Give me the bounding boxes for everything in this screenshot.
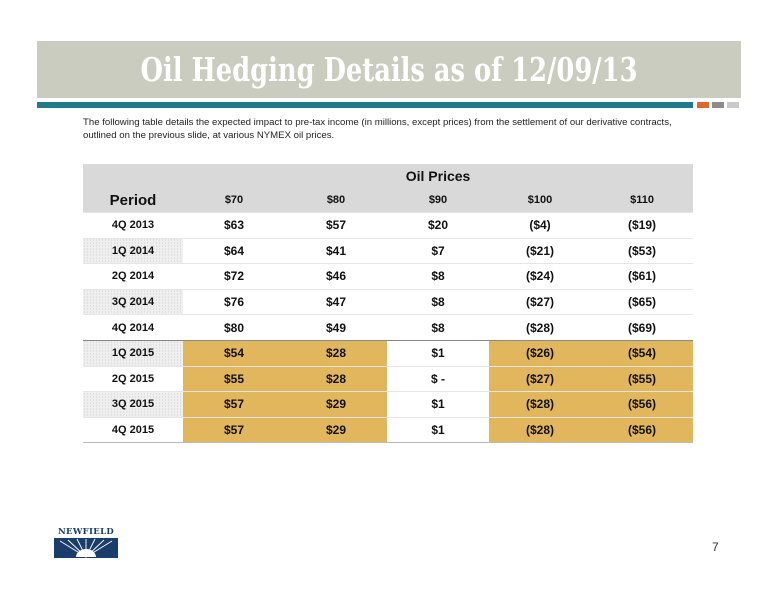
value-cell: ($56)	[591, 417, 693, 443]
value-cell: $57	[285, 213, 387, 239]
price-header: $100	[489, 188, 591, 213]
value-cell: $29	[285, 417, 387, 443]
table-row	[83, 264, 693, 290]
price-header: $80	[285, 188, 387, 213]
accent-square-gray	[712, 102, 724, 108]
value-cell: $7	[387, 238, 489, 264]
value-cell: ($56)	[591, 392, 693, 418]
page-number: 7	[712, 540, 719, 554]
value-cell: ($69)	[591, 315, 693, 341]
period-cell: 2Q 2015	[83, 366, 183, 392]
table-row	[83, 315, 693, 341]
hedging-table	[83, 164, 693, 443]
slide-title: Oil Hedging Details as of 12/09/13	[140, 50, 638, 89]
value-cell: $20	[387, 213, 489, 239]
value-cell: $28	[285, 340, 387, 366]
value-cell: ($28)	[489, 392, 591, 418]
period-cell: 3Q 2014	[83, 289, 183, 315]
value-cell: ($19)	[591, 213, 693, 239]
price-header: $70	[183, 188, 285, 213]
table-row	[83, 289, 693, 315]
table-row	[83, 213, 693, 239]
logo-text: NEWFIELD	[57, 527, 115, 537]
value-cell: $41	[285, 238, 387, 264]
price-header: $90	[387, 188, 489, 213]
table-row	[83, 392, 693, 418]
value-cell: $29	[285, 392, 387, 418]
title-bar	[37, 41, 741, 98]
value-cell: $54	[183, 340, 285, 366]
period-header: Period	[83, 188, 183, 213]
value-cell: ($65)	[591, 289, 693, 315]
accent-line	[37, 102, 693, 108]
value-cell: $55	[183, 366, 285, 392]
value-cell: $1	[387, 392, 489, 418]
period-cell: 3Q 2015	[83, 392, 183, 418]
value-cell: $46	[285, 264, 387, 290]
table-row	[83, 366, 693, 392]
accent-square-orange	[697, 102, 709, 108]
newfield-logo	[54, 527, 118, 557]
accent-square-light	[727, 102, 739, 108]
value-cell: $8	[387, 264, 489, 290]
value-cell: $1	[387, 417, 489, 443]
group-header: Oil Prices	[183, 164, 693, 188]
value-cell: $72	[183, 264, 285, 290]
period-cell: 4Q 2014	[83, 315, 183, 341]
value-cell: $47	[285, 289, 387, 315]
period-cell: 4Q 2015	[83, 417, 183, 443]
period-cell: 1Q 2014	[83, 238, 183, 264]
table-row	[83, 238, 693, 264]
price-header: $110	[591, 188, 693, 213]
value-cell: $64	[183, 238, 285, 264]
value-cell: ($21)	[489, 238, 591, 264]
value-cell: $80	[183, 315, 285, 341]
value-cell: $76	[183, 289, 285, 315]
value-cell: ($54)	[591, 340, 693, 366]
table-row	[83, 417, 693, 443]
value-cell: $1	[387, 340, 489, 366]
value-cell: ($27)	[489, 366, 591, 392]
value-cell: $28	[285, 366, 387, 392]
value-cell: $57	[183, 417, 285, 443]
period-cell: 2Q 2014	[83, 264, 183, 290]
value-cell: ($28)	[489, 417, 591, 443]
value-cell: ($4)	[489, 213, 591, 239]
value-cell: ($26)	[489, 340, 591, 366]
value-cell: ($61)	[591, 264, 693, 290]
value-cell: $8	[387, 315, 489, 341]
table-row	[83, 340, 693, 366]
value-cell: $63	[183, 213, 285, 239]
period-cell: 4Q 2013	[83, 213, 183, 239]
logo-sunburst-icon	[54, 538, 118, 558]
value-cell: $57	[183, 392, 285, 418]
value-cell: ($28)	[489, 315, 591, 341]
value-cell: ($24)	[489, 264, 591, 290]
value-cell: $49	[285, 315, 387, 341]
value-cell: $8	[387, 289, 489, 315]
intro-text: The following table details the expected impact to pre-tax income (in millions, except prices) from the settlement of our derivative contracts, outlined on the previous slide, at various NYMEX oil prices.	[83, 117, 672, 141]
value-cell: ($53)	[591, 238, 693, 264]
header-blank	[83, 164, 183, 188]
value-cell: ($55)	[591, 366, 693, 392]
value-cell: ($27)	[489, 289, 591, 315]
period-cell: 1Q 2015	[83, 340, 183, 366]
value-cell: $ -	[387, 366, 489, 392]
